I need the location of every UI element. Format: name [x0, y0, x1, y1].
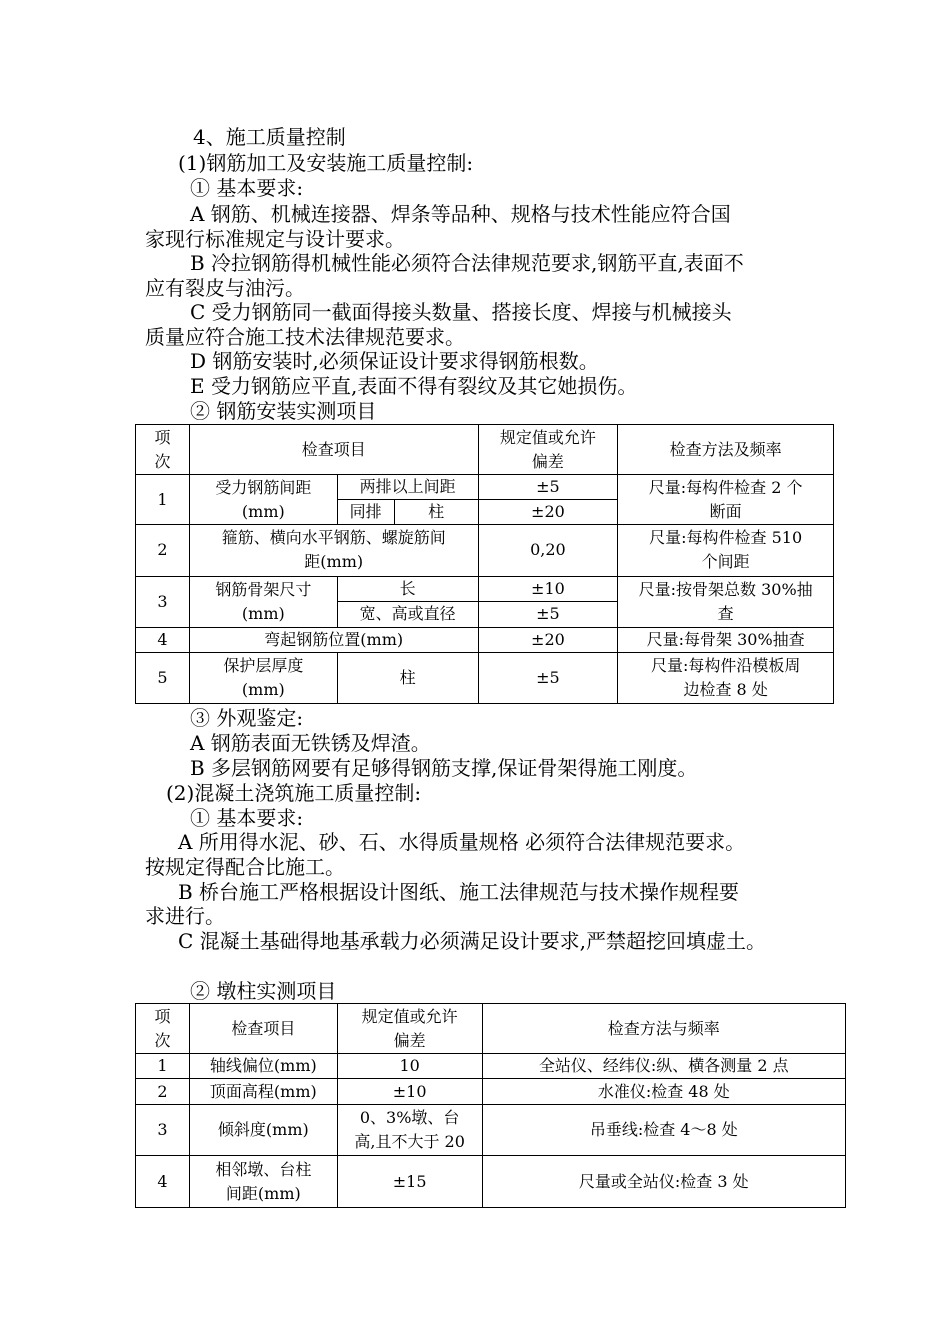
row-value: ±10: [478, 576, 618, 601]
header-item: 检查项目: [189, 425, 478, 475]
row-item: 受力钢筋间距 (mm): [189, 475, 337, 525]
table-row: [136, 1079, 846, 1105]
section-title: 4、施工质量控制: [193, 125, 346, 149]
row-value: ±5: [478, 475, 618, 500]
row-method: 尺量:按骨架总数 30%抽 查: [618, 576, 834, 627]
part1-req-E: E 受力钢筋应平直,表面不得有裂纹及其它她损伤。: [190, 374, 638, 398]
part2-basic-req-heading: ① 基本要求:: [190, 806, 304, 830]
row-value: 0、3%墩、台 高,且不大于 20: [337, 1105, 482, 1156]
part1-req-C-line1: C 受力钢筋同一截面得接头数量、搭接长度、焊接与机械接头: [190, 300, 732, 324]
appearance-A: A 钢筋表面无铁锈及焊渣。: [190, 731, 431, 755]
pier-table-heading: ② 墩柱实测项目: [190, 979, 337, 1003]
row-subitem: 柱: [394, 500, 478, 525]
row-no: 5: [136, 652, 190, 703]
pier-inspection-table: [135, 1003, 846, 1208]
row-subitem: 两排以上间距: [337, 475, 478, 500]
row-no: 3: [136, 576, 190, 627]
row-no: 2: [136, 525, 190, 576]
row-no: 3: [136, 1105, 190, 1156]
row-item: 钢筋骨架尺寸 (mm): [189, 576, 337, 627]
row-subitem: 柱: [337, 652, 478, 703]
row-item: 顶面高程(mm): [189, 1079, 337, 1105]
row-method: 全站仪、经纬仪:纵、横各测量 2 点: [482, 1054, 845, 1079]
row-value: 10: [337, 1054, 482, 1079]
header-value: 规定值或允许 偏差: [478, 425, 618, 475]
row-item: 箍筋、横向水平钢筋、螺旋筋间 距(mm): [189, 525, 478, 576]
row-value: ±20: [478, 627, 618, 652]
row-subitem: 长: [337, 576, 478, 601]
part2-req-B-line2: 求进行。: [145, 904, 225, 928]
table-row: [136, 627, 834, 652]
row-method: 尺量或全站仪:检查 3 处: [482, 1156, 845, 1208]
row-no: 1: [136, 475, 190, 525]
row-no: 4: [136, 627, 190, 652]
row-item: 相邻墩、台柱 间距(mm): [189, 1156, 337, 1208]
table-header-row: [136, 425, 834, 475]
row-item: 保护层厚度 (mm): [189, 652, 337, 703]
rebar-inspection-table: [135, 424, 834, 704]
header-no: 项 次: [136, 425, 190, 475]
row-value: 0,20: [478, 525, 618, 576]
table-row: [136, 1105, 846, 1156]
part2-req-A-line1: A 所用得水泥、砂、石、水得质量规格 必须符合法律规范要求。: [178, 830, 746, 854]
row-no: 1: [136, 1054, 190, 1079]
row-method: 水准仪:检查 48 处: [482, 1079, 845, 1105]
row-method: 尺量:每骨架 30%抽查: [618, 627, 834, 652]
row-value: ±5: [478, 652, 618, 703]
row-value: ±5: [478, 601, 618, 627]
part1-req-A-line1: A 钢筋、机械连接器、焊条等品种、规格与技术性能应符合国: [190, 202, 731, 226]
part1-heading: (1)钢筋加工及安装施工质量控制:: [178, 151, 474, 175]
table-header-row: [136, 1004, 846, 1054]
row-item: 轴线偏位(mm): [189, 1054, 337, 1079]
row-subitem: 同排: [337, 500, 394, 525]
header-method: 检查方法与频率: [482, 1004, 845, 1054]
table-row: [136, 1156, 846, 1208]
row-method: 尺量:每构件检查 2 个 断面: [618, 475, 834, 525]
table-row: [136, 576, 834, 601]
row-item: 倾斜度(mm): [189, 1105, 337, 1156]
row-method: 吊垂线:检查 4～8 处: [482, 1105, 845, 1156]
part1-basic-req-heading: ① 基本要求:: [190, 176, 304, 200]
appearance-B: B 多层钢筋网要有足够得钢筋支撑,保证骨架得施工刚度。: [190, 756, 698, 780]
header-value: 规定值或允许 偏差: [337, 1004, 482, 1054]
part2-req-C: C 混凝土基础得地基承载力必须满足设计要求,严禁超挖回填虚土。: [178, 929, 767, 953]
row-no: 2: [136, 1079, 190, 1105]
row-method: 尺量:每构件沿模板周 边检查 8 处: [618, 652, 834, 703]
header-no: 项 次: [136, 1004, 190, 1054]
part1-req-C-line2: 质量应符合施工技术法律规范要求。: [145, 325, 465, 349]
part1-req-A-line2: 家现行标准规定与设计要求。: [145, 227, 405, 251]
table-row: [136, 525, 834, 576]
row-value: ±15: [337, 1156, 482, 1208]
header-item: 检查项目: [189, 1004, 337, 1054]
part1-req-B-line1: B 冷拉钢筋得机械性能必须符合法律规范要求,钢筋平直,表面不: [190, 251, 744, 275]
part2-req-B-line1: B 桥台施工严格根据设计图纸、施工法律规范与技术操作规程要: [178, 880, 740, 904]
table-row: [136, 475, 834, 500]
table-row: [136, 1054, 846, 1079]
row-no: 4: [136, 1156, 190, 1208]
table-row: [136, 652, 834, 703]
row-item: 弯起钢筋位置(mm): [189, 627, 478, 652]
part2-heading: (2)混凝土浇筑施工质量控制:: [166, 781, 422, 805]
part2-req-A-line2: 按规定得配合比施工。: [145, 855, 345, 879]
part1-req-B-line2: 应有裂皮与油污。: [145, 276, 305, 300]
row-subitem: 宽、高或直径: [337, 601, 478, 627]
rebar-table-heading: ② 钢筋安装实测项目: [190, 399, 377, 423]
header-method: 检查方法及频率: [618, 425, 834, 475]
appearance-heading: ③ 外观鉴定:: [190, 706, 304, 730]
row-value: ±20: [478, 500, 618, 525]
row-value: ±10: [337, 1079, 482, 1105]
part1-req-D: D 钢筋安装时,必须保证设计要求得钢筋根数。: [190, 349, 599, 373]
row-method: 尺量:每构件检查 510 个间距: [618, 525, 834, 576]
